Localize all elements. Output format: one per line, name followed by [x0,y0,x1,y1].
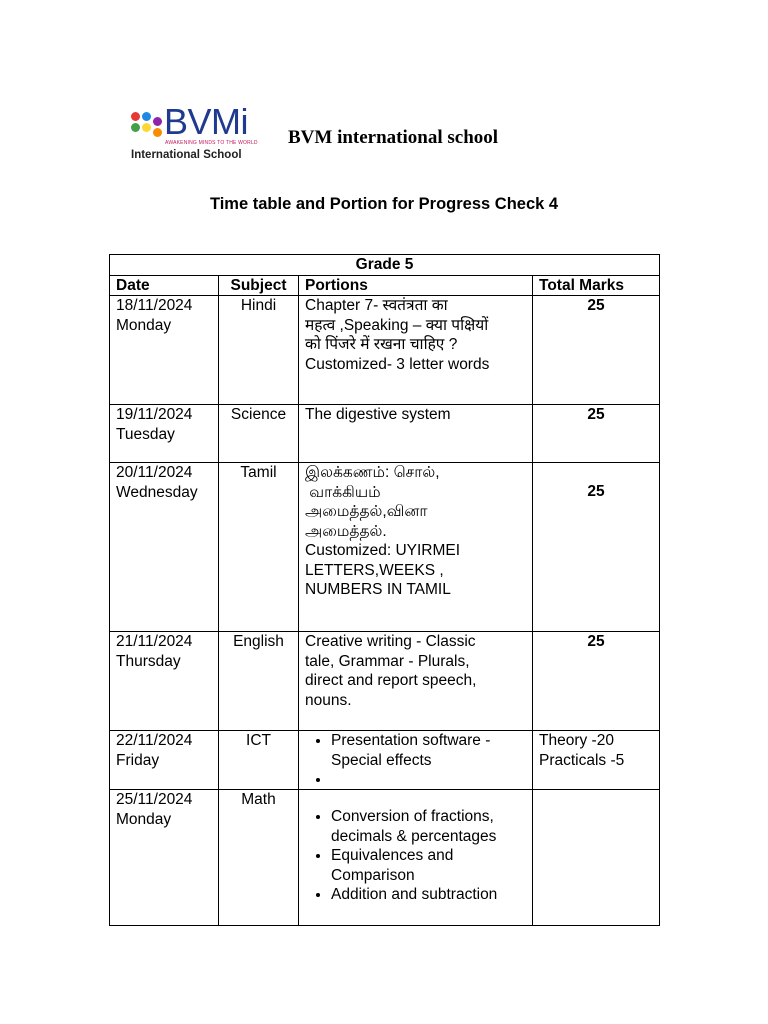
marks-cell [533,731,660,790]
portion-line: nouns. [305,691,352,709]
portion-line: महत्व ,Speaking – क्या पक्षियों [305,316,489,334]
table-row [110,405,660,463]
date-cell [110,632,219,731]
subject-cell: ICT [219,731,299,790]
day-text: Tuesday [116,425,175,443]
day-text: Wednesday [116,483,198,501]
portion-line: LETTERS,WEEKS , [305,561,444,579]
portion-line: NUMBERS IN TAMIL [305,581,451,598]
portion-line: இலக்கணம்: சொல், [305,464,440,481]
date-cell [110,463,219,632]
date-cell [110,296,219,405]
bullet-item: • Equivalences and Comparison [331,846,526,885]
marks-value: 25 [587,297,605,314]
portions-cell [299,731,533,790]
logo-dot [142,123,151,132]
marks-cell [533,405,660,463]
portion-line: Chapter 7- स्वतंत्रता का [305,297,448,314]
portions-cell [299,296,533,405]
subject-cell: English [219,632,299,731]
header-portions: Portions [299,275,533,296]
portion-line: Creative writing - Classic [305,633,476,650]
subject-cell: Science [219,405,299,463]
marks-cell [533,790,660,926]
logo-dot [131,112,140,121]
subject-cell: Hindi [219,296,299,405]
date-cell [110,790,219,926]
subject-cell: Math [219,790,299,926]
header [131,101,581,170]
portion-line: tale, Grammar - Plurals, [305,652,470,670]
marks-cell [533,296,660,405]
portion-line: Customized- 3 letter words [305,355,490,373]
portions-cell [299,632,533,731]
portions-cell [299,405,533,463]
logo-tagline: AWAKENING MINDS TO THE WORLD [165,140,258,146]
grade-label: Grade 5 [110,255,660,276]
page-title: Time table and Portion for Progress Check 4 [209,195,559,213]
portion-line: வாக்கியம் [305,483,381,501]
table-row [110,731,660,790]
portions-cell [299,790,533,926]
timetable [109,254,660,926]
marks-line: Practicals -5 [539,751,625,769]
portion-line: direct and report speech, [305,672,477,689]
logo-word: BVMi [164,101,249,142]
day-text: Thursday [116,652,181,670]
date-cell [110,405,219,463]
day-text: Monday [116,316,172,334]
marks-cell [533,632,660,731]
header-total-marks: Total Marks [533,275,660,296]
table-row [110,296,660,405]
logo-dot [153,128,162,137]
bullet-item [331,770,526,789]
header-date: Date [110,275,219,296]
grade-row [110,255,660,276]
bullet-item: • Presentation software - Special effects [331,731,526,770]
logo-subtitle: International School [131,149,242,161]
school-name: BVM international school [288,127,499,148]
portion-line: Customized: UYIRMEI [305,542,461,559]
day-text: Monday [116,810,172,828]
table-row [110,632,660,731]
date-text: 25/11/2024 [116,791,193,808]
bullet-list [305,807,526,905]
date-text: 19/11/2024 [116,406,193,423]
logo-dots-icon [131,112,163,142]
bullet-list [305,731,526,789]
marks-line: Theory -20 [539,732,614,749]
logo-dot [142,112,151,121]
school-logo [131,101,276,166]
portion-line: को पिंजरे में रखना चाहिए ? [305,336,458,353]
marks-value: 25 [587,483,605,500]
bullet-item: • Addition and subtraction [331,885,526,905]
marks-value: 25 [587,633,605,650]
date-text: 21/11/2024 [116,633,193,650]
portion-line: அமைத்தல்,வினா [305,503,428,520]
portions-cell [299,463,533,632]
table-row [110,790,660,926]
logo-dot [153,117,162,126]
table-row [110,463,660,632]
marks-cell [533,463,660,632]
marks-value: 25 [587,406,605,423]
date-text: 18/11/2024 [116,297,193,314]
date-text: 22/11/2024 [116,732,193,749]
date-text: 20/11/2024 [116,464,193,481]
logo-dot [131,123,140,132]
bullet-item: • Conversion of fractions, decimals & percentages [331,807,526,846]
portion-line: The digestive system [305,406,451,423]
date-cell [110,731,219,790]
header-row [110,275,660,296]
portion-line: அமைத்தல். [305,522,387,540]
header-subject: Subject [219,275,299,296]
subject-cell: Tamil [219,463,299,632]
spacer [305,790,526,807]
day-text: Friday [116,751,160,769]
